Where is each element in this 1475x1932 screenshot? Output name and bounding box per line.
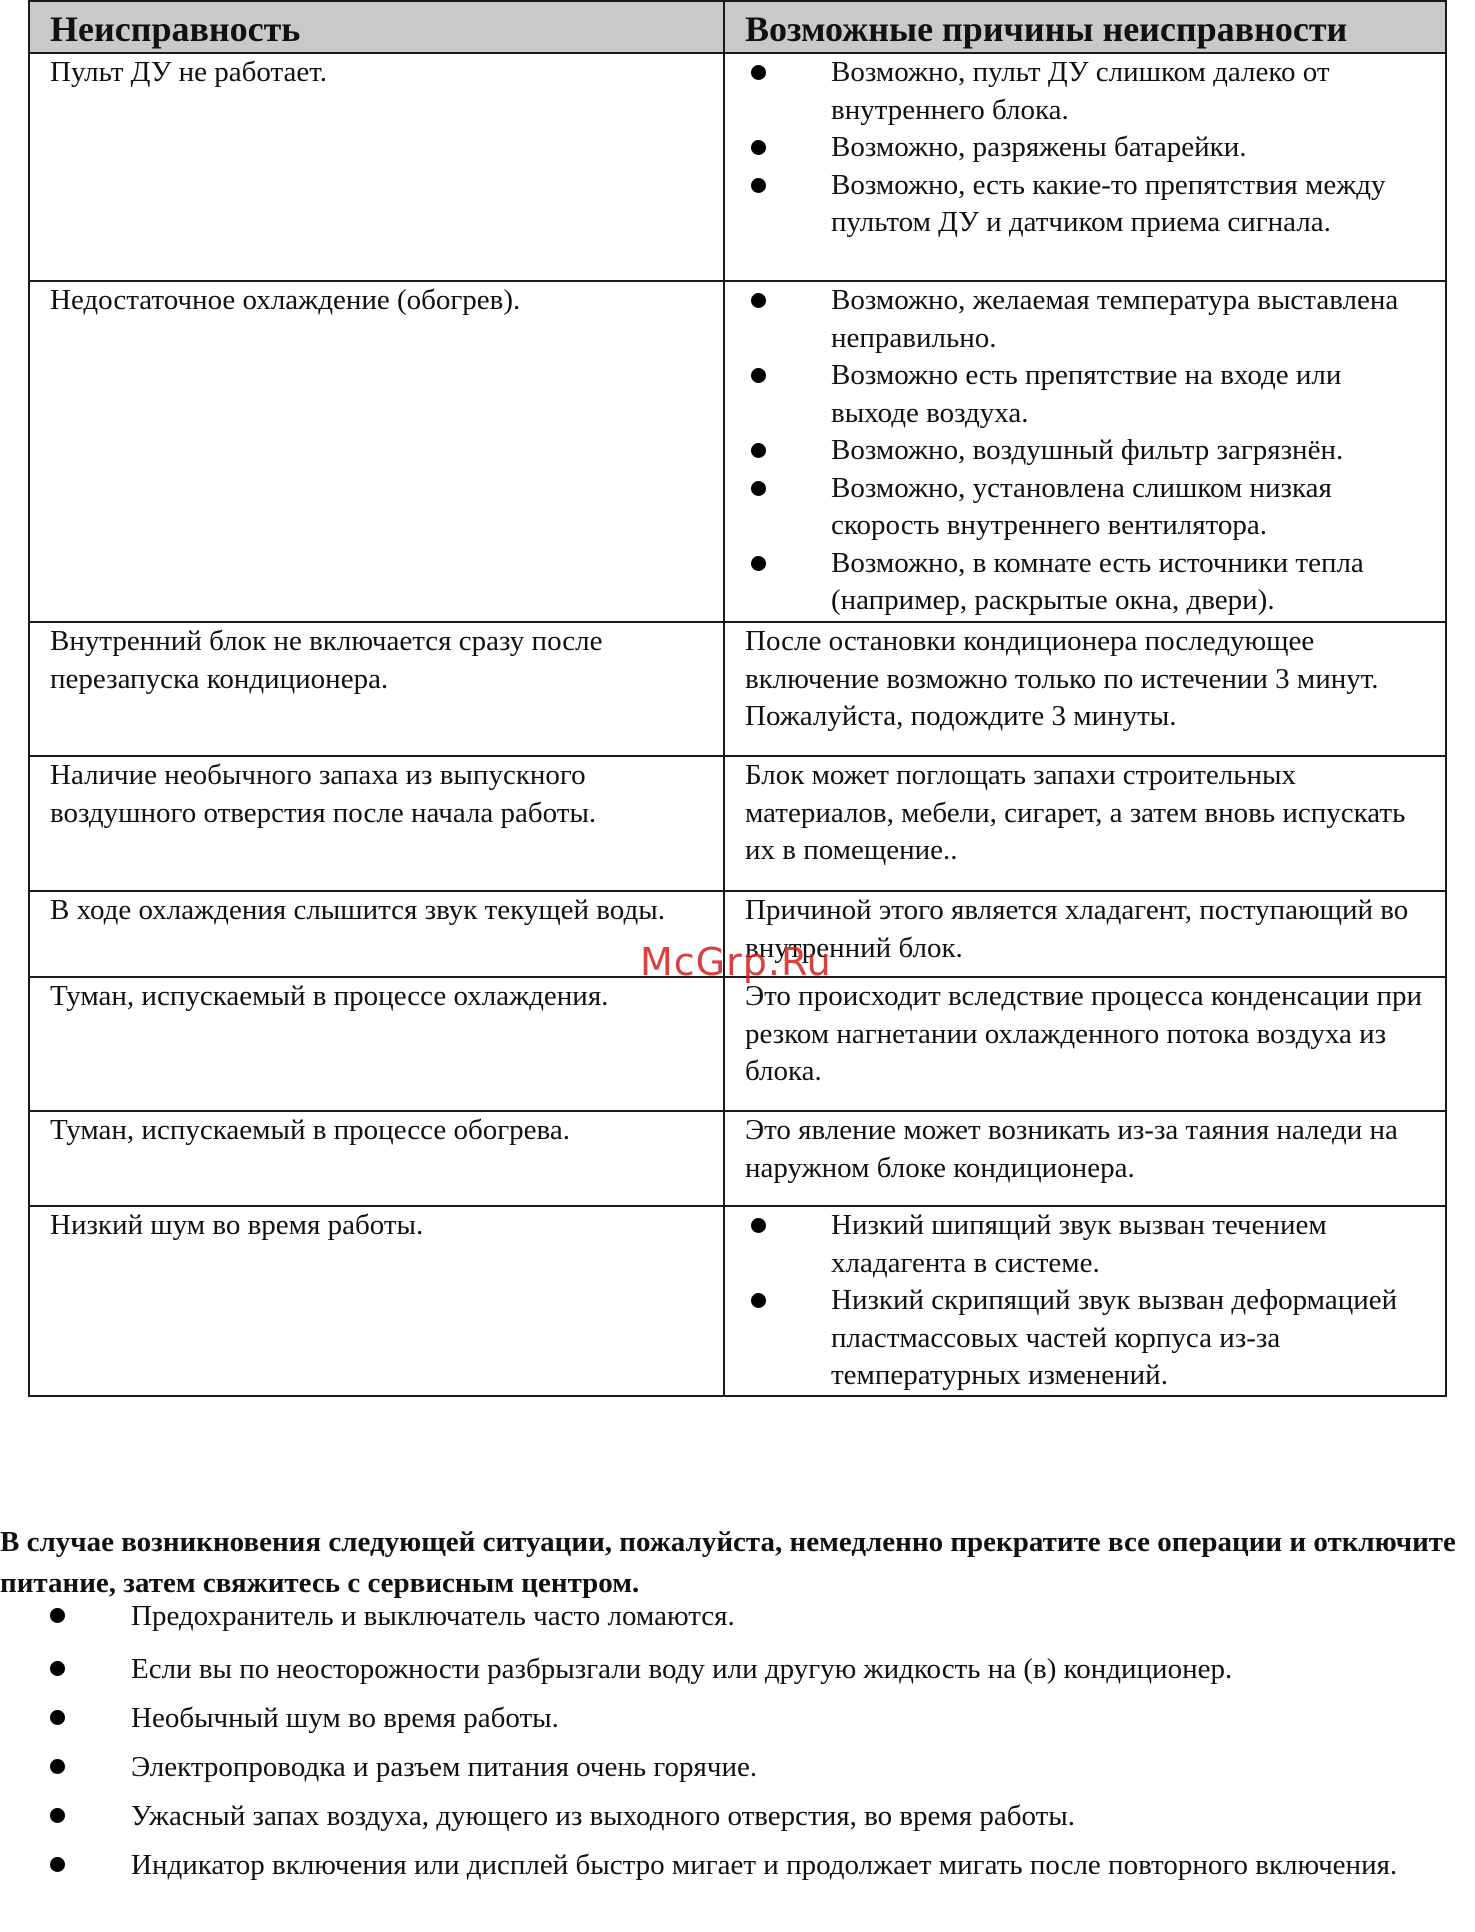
list-item: Возможно, в комнате есть источники тепла (например, раскрытые окна, двери). — [745, 545, 1425, 620]
list-item: Если вы по неосторожности разбрызгали воду или другую жидкость на (в) кондиционер. — [0, 1649, 1475, 1690]
list-item: Необычный шум во время работы. — [0, 1698, 1475, 1739]
warning-paragraph: В случае возникновения следующей ситуации, пожалуйста, немедленно прекратите все операции и отключите питание, затем свяжитесь с сервисным центром. — [0, 1526, 1456, 1599]
bullet-icon — [751, 443, 766, 458]
bullet-icon — [751, 1218, 766, 1233]
list-item: Ужасный запах воздуха, дующего из выходного отверстия, во время работы. — [0, 1796, 1475, 1837]
problem-cell — [29, 756, 724, 891]
table-row — [29, 756, 1446, 891]
problem-text: Внутренний блок не включается сразу после перезапуска кондиционера. — [50, 625, 603, 695]
list-item: Низкий шипящий звук вызван течением хладагента в системе. — [745, 1207, 1425, 1282]
bullet-icon — [751, 1293, 766, 1308]
list-item: Возможно, установлена слишком низкая скорость внутреннего вентилятора. — [745, 470, 1425, 545]
bullet-icon — [751, 65, 766, 80]
table-row — [29, 281, 1446, 622]
table-row — [29, 622, 1446, 756]
table-row — [29, 1206, 1446, 1396]
bullet-icon — [751, 140, 766, 155]
table-row — [29, 977, 1446, 1111]
causes-cell — [724, 891, 1446, 977]
problem-cell — [29, 53, 724, 281]
cause-text: После остановки кондиционера последующее включение возможно только по истечении 3 минут. Пожалуйста, подождите 3 минуты. — [745, 625, 1379, 732]
problem-text: Низкий шум во время работы. — [50, 1209, 424, 1241]
cause-text: Это явление может возникать из-за таяния наледи на наружном блоке кондиционера. — [745, 1114, 1398, 1184]
troubleshooting-table — [28, 0, 1447, 1397]
causes-cell — [724, 977, 1446, 1111]
problem-text: Наличие необычного запаха из выпускного воздушного отверстия после начала работы. — [50, 759, 597, 829]
problem-cell — [29, 622, 724, 756]
problem-text: Пульт ДУ не работает. — [50, 56, 328, 88]
causes-cell — [724, 756, 1446, 891]
bullet-icon — [50, 1710, 65, 1725]
list-item: Возможно, желаемая температура выставлена неправильно. — [745, 282, 1425, 357]
causes-cell — [724, 281, 1446, 622]
bullet-icon — [751, 556, 766, 571]
causes-cell — [724, 622, 1446, 756]
problem-cell — [29, 1111, 724, 1206]
list-item: Низкий скрипящий звук вызван деформацией пластмассовых частей корпуса из-за температурных изменений. — [745, 1282, 1425, 1395]
bullet-icon — [50, 1661, 65, 1676]
cause-text: Причиной этого является хладагент, поступающий во внутренний блок. — [745, 894, 1409, 964]
causes-cell — [724, 53, 1446, 281]
bullet-icon — [751, 293, 766, 308]
problem-text: Туман, испускаемый в процессе охлаждения. — [50, 980, 609, 1012]
cause-text: Это происходит вследствие процесса конденсации при резком нагнетании охлажденного потока воздуха из блока. — [745, 980, 1423, 1087]
causes-list — [745, 54, 1425, 242]
bullet-icon — [50, 1759, 65, 1774]
emergency-list — [0, 1596, 1475, 1886]
causes-list — [745, 282, 1425, 620]
problem-text: Недостаточное охлаждение (обогрев). — [50, 284, 521, 316]
problem-text: Туман, испускаемый в процессе обогрева. — [50, 1114, 570, 1146]
problem-cell — [29, 281, 724, 622]
table-row — [29, 1111, 1446, 1206]
bullet-icon — [751, 481, 766, 496]
bullet-icon — [50, 1808, 65, 1823]
table-header-row — [29, 1, 1446, 53]
table-row — [29, 53, 1446, 281]
list-item: Возможно, разряжены батарейки. — [745, 129, 1425, 167]
problem-cell — [29, 891, 724, 977]
watermark: McGrp.Ru — [640, 940, 832, 984]
list-item: Возможно, пульт ДУ слишком далеко от внутреннего блока. — [745, 54, 1425, 129]
list-item: Возможно, есть какие-то препятствия между пультом ДУ и датчиком приема сигнала. — [745, 167, 1425, 242]
bullet-icon — [50, 1608, 65, 1623]
problem-cell — [29, 977, 724, 1111]
list-item: Возможно есть препятствие на входе или выходе воздуха. — [745, 357, 1425, 432]
bullet-icon — [751, 368, 766, 383]
causes-cell — [724, 1206, 1446, 1396]
header-causes: Возможные причины неисправности — [724, 1, 1446, 53]
causes-list — [745, 1207, 1425, 1395]
causes-cell — [724, 1111, 1446, 1206]
header-problem: Неисправность — [29, 1, 724, 53]
problem-cell — [29, 1206, 724, 1396]
list-item: Индикатор включения или дисплей быстро мигает и продолжает мигать после повторного включения. — [0, 1845, 1475, 1886]
cause-text: Блок может поглощать запахи строительных материалов, мебели, сигарет, а затем вновь испускать их в помещение.. — [745, 759, 1406, 866]
list-item: Возможно, воздушный фильтр загрязнён. — [745, 432, 1425, 470]
bullet-icon — [751, 178, 766, 193]
list-item: Электропроводка и разъем питания очень горячие. — [0, 1747, 1475, 1788]
bullet-icon — [50, 1857, 65, 1872]
problem-text: В ходе охлаждения слышится звук текущей воды. — [50, 894, 665, 926]
list-item: Предохранитель и выключатель часто ломаются. — [0, 1596, 1475, 1637]
